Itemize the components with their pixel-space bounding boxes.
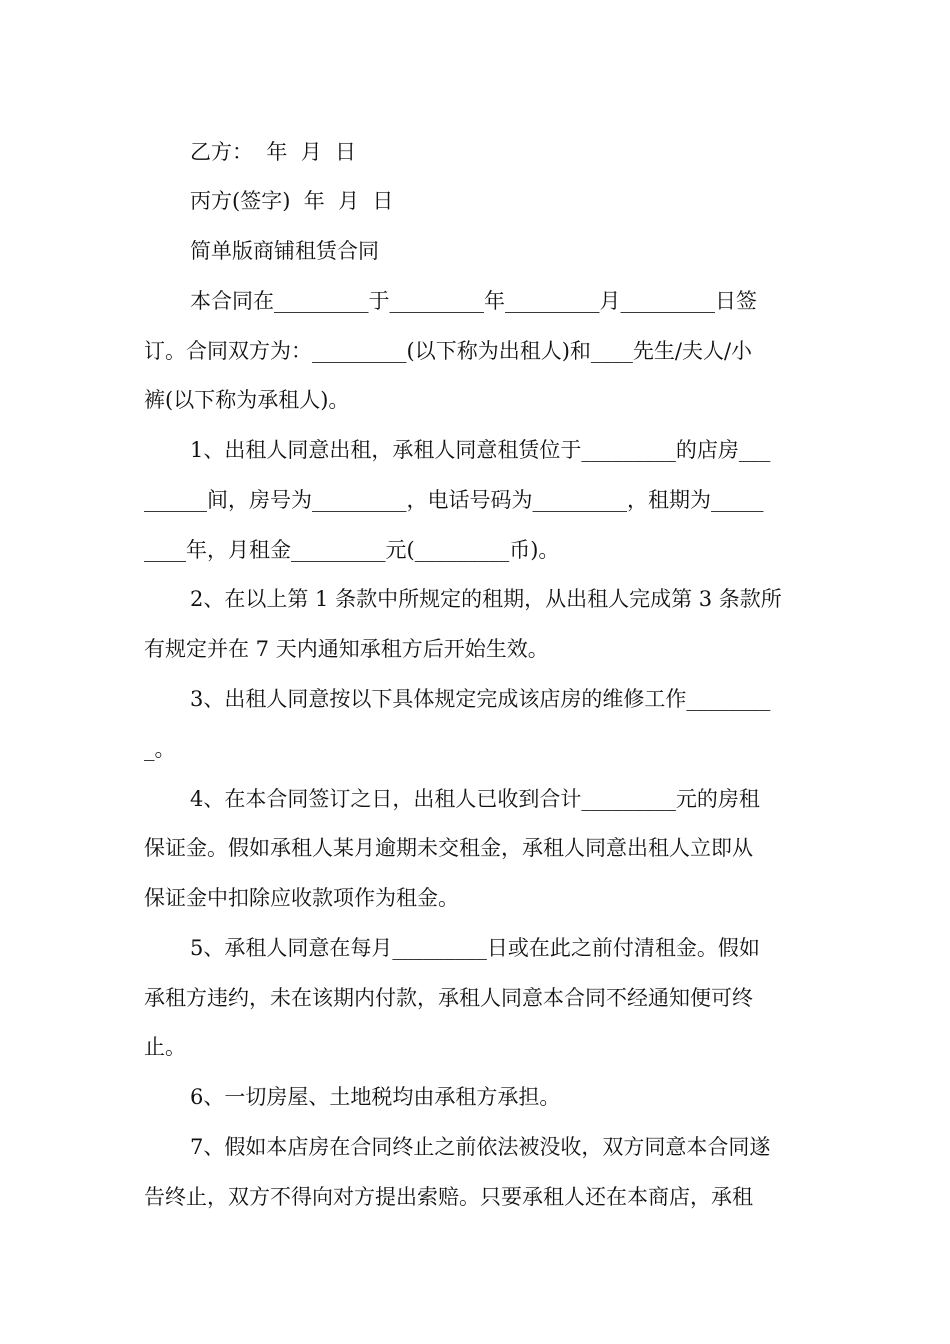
preamble-line-1: 本合同在_________于_________年_________月_________日签: [190, 289, 757, 313]
clause-4-line-1: 4、在本合同签订之日，出租人已收到合计_________元的房租: [190, 787, 760, 811]
clause-1-line-2: ______间，房号为_________，电话号码为_________，租期为_____: [144, 488, 764, 512]
party-b-signature-line: 乙方： 年 月 日: [190, 140, 357, 164]
preamble-line-3: 裤(以下称为承租人)。: [144, 388, 350, 412]
clause-4-line-2: 保证金。假如承租人某月逾期未交租金，承租人同意出租人立即从: [144, 836, 753, 860]
clause-3-line-2: _。: [144, 737, 176, 761]
clause-2-line-2: 有规定并在 7 天内通知承租方后开始生效。: [144, 637, 549, 661]
clause-5-line-2: 承租方违约，未在该期内付款，承租人同意本合同不经通知便可终: [144, 986, 753, 1010]
clause-1-line-3: ____年，月租金_________元(_________币)。: [144, 538, 560, 562]
clause-4-line-3: 保证金中扣除应收款项作为租金。: [144, 886, 459, 910]
clause-7-line-1: 7、假如本店房在合同终止之前依法被没收，双方同意本合同遂: [190, 1135, 771, 1159]
party-c-signature-line: 丙方(签字) 年 月 日: [190, 189, 394, 213]
clause-5-line-3: 止。: [144, 1035, 186, 1059]
contract-title: 简单版商铺租赁合同: [190, 239, 379, 263]
clause-7-line-2: 告终止，双方不得向对方提出索赔。只要承租人还在本商店，承租: [144, 1185, 753, 1209]
clause-6-line-1: 6、一切房屋、土地税均由承租方承担。: [190, 1085, 561, 1109]
clause-5-line-1: 5、承租人同意在每月_________日或在此之前付清租金。假如: [190, 936, 760, 960]
clause-2-line-1: 2、在以上第 1 条款中所规定的租期，从出租人完成第 3 条款所: [190, 587, 782, 611]
clause-1-line-1: 1、出租人同意出租，承租人同意租赁位于_________的店房___: [190, 438, 771, 462]
clause-3-line-1: 3、出租人同意按以下具体规定完成该店房的维修工作________: [190, 687, 771, 711]
preamble-line-2: 订。合同双方为：_________(以下称为出租人)和____先生/夫人/小: [144, 339, 753, 363]
